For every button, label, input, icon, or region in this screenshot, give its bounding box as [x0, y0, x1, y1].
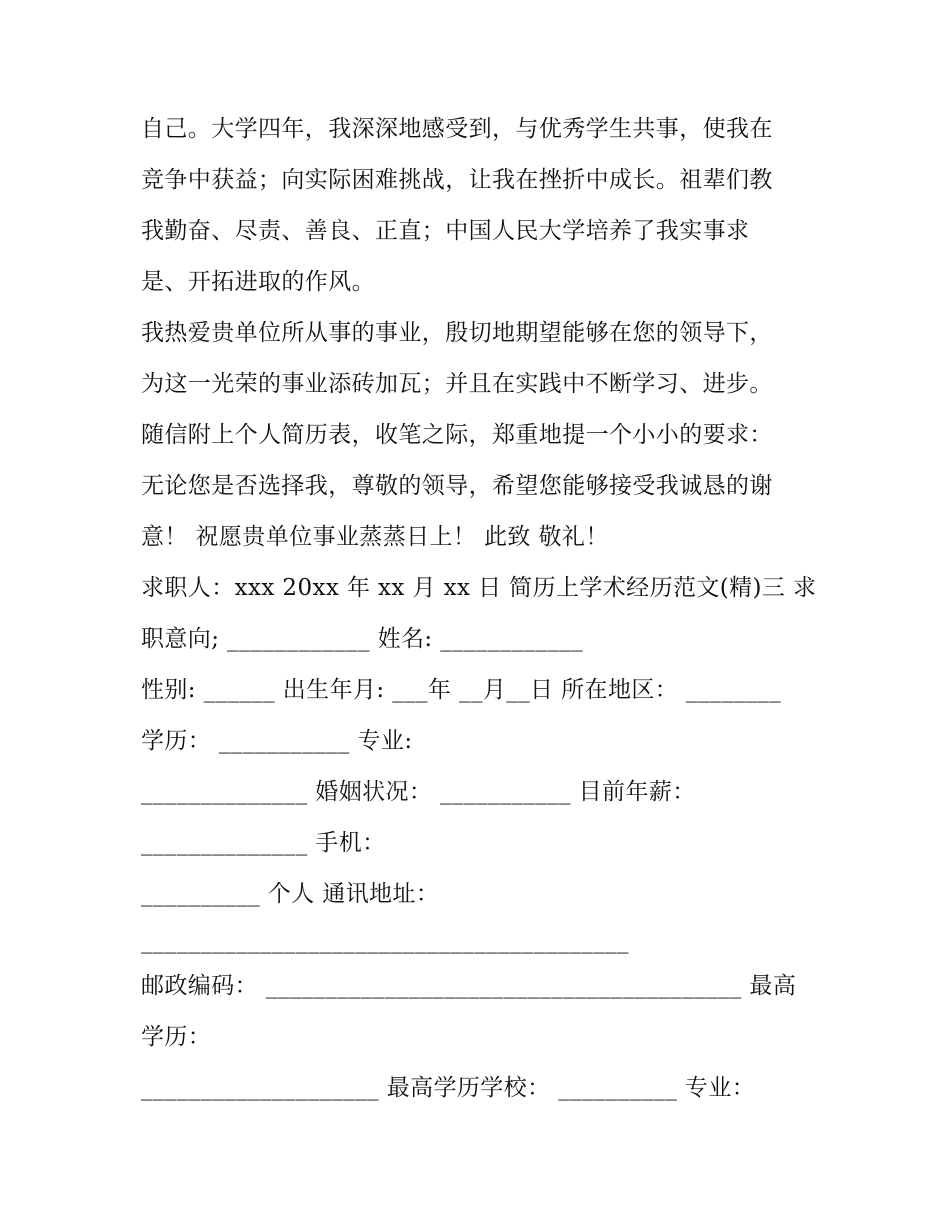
text-line-4: 是、开拓进取的作风。 — [141, 269, 375, 295]
text-line-10: 求职人：xxx 20xx 年 xx 月 xx 日 简历上学术经历范文(精)三 求 — [141, 575, 817, 601]
text-line-5: 我热爱贵单位所从事的事业，殷切地期望能够在您的领导下， — [141, 320, 773, 346]
form-line-school-major: ____________________ 最高学历学校： __________ 专业： — [141, 1075, 756, 1101]
form-line-mobile: ______________ 手机： — [141, 830, 386, 856]
form-line-gender-birth-region: 性别: ______ 出生年月: ___年 __月__日 所在地区： ________ — [141, 677, 782, 703]
form-line-education-major: 学历： ___________ 专业: — [141, 728, 413, 754]
text-line-1: 自己。大学四年，我深深地感受到，与优秀学生共事，使我在 — [141, 116, 773, 142]
text-line-2: 竞争中获益；向实际困难挑战，让我在挫折中成长。祖辈们教 — [141, 167, 773, 193]
form-line-marital-salary: ______________ 婚姻状况： ___________ 目前年薪： — [141, 779, 696, 805]
text-line-3: 我勤奋、尽责、善良、正直；中国人民大学培养了我实事求 — [141, 218, 750, 244]
form-line-address: __________ 个人 通讯地址： — [141, 881, 440, 907]
text-line-8: 无论您是否选择我，尊敬的领导，希望您能够接受我诚恳的谢 — [141, 473, 773, 499]
form-line-blank: _________________________________________ — [141, 928, 629, 954]
text-line-6: 为这一光荣的事业添砖加瓦；并且在实践中不断学习、进步。 — [141, 371, 773, 397]
text-line-7: 随信附上个人简历表，收笔之际，郑重地提一个小小的要求： — [141, 422, 773, 448]
form-line-postcode: 邮政编码： ________________________________________ 最高 — [141, 973, 797, 999]
text-line-9: 意！ 祝愿贵单位事业蒸蒸日上！ 此致 敬礼！ — [141, 524, 609, 550]
form-line-intent-name: 职意向; ____________ 姓名: ____________ — [141, 626, 584, 652]
form-line-highest-degree: 学历： — [141, 1024, 212, 1050]
